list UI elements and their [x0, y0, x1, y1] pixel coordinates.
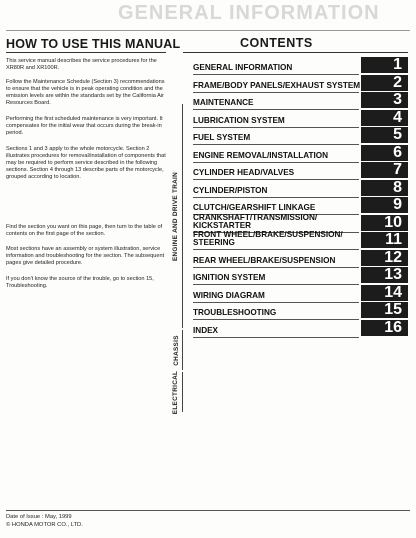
- toc-item-label: ENGINE REMOVAL/INSTALLATION: [193, 151, 329, 160]
- section-number-tab[interactable]: 14: [361, 285, 408, 301]
- maintenance-paragraph: Follow the Maintenance Schedule (Section 3) recommendations to ensure that the vehicle is in peak operating condition and the emission levels are within the standards set by the California Air Resources Board.: [6, 79, 165, 107]
- contents-title-divider: [183, 52, 408, 53]
- toc-item-label: FRONT WHEEL/BRAKE/SUSPENSION/ STEERING: [193, 230, 343, 247]
- toc-item-label: WIRING DIAGRAM: [193, 291, 265, 300]
- section-number-tab[interactable]: 1: [361, 57, 408, 73]
- faded-header-title: GENERAL INFORMATION: [118, 2, 380, 24]
- toc-item-label: GENERAL INFORMATION: [193, 63, 293, 72]
- chassis-group-label-box: [170, 330, 182, 370]
- chassis-group-label: CHASSIS: [172, 334, 180, 366]
- section-number-tab[interactable]: 5: [361, 127, 408, 143]
- section-number-tab[interactable]: 2: [361, 75, 408, 91]
- section-number-tab[interactable]: 6: [361, 145, 408, 161]
- toc-row[interactable]: [193, 57, 408, 75]
- toc-item-label: REAR WHEEL/BRAKE/SUSPENSION: [193, 256, 336, 265]
- toc-row[interactable]: [193, 267, 408, 285]
- electrical-group-label-box: [170, 372, 182, 412]
- toc-item-label: FRAME/BODY PANELS/EXHAUST SYSTEM: [193, 81, 361, 90]
- section-number-tab[interactable]: 10: [361, 215, 408, 231]
- toc-row[interactable]: [193, 302, 408, 320]
- copyright: © HONDA MOTOR CO., LTD.: [6, 522, 83, 528]
- toc-row[interactable]: [193, 92, 408, 110]
- engine-group-label-box: [170, 104, 182, 328]
- toc-item-label: FUEL SYSTEM: [193, 133, 251, 142]
- engine-group-label: ENGINE AND DRIVE TRAIN: [172, 171, 180, 261]
- section-number-tab[interactable]: 4: [361, 110, 408, 126]
- contents-title: CONTENTS: [240, 36, 313, 50]
- section-number-tab[interactable]: 7: [361, 162, 408, 178]
- section-number-tab[interactable]: 12: [361, 250, 408, 266]
- illustration-paragraph: Most sections have an assembly or system illustration, service information and troubleshooting for the section. The subsequent pages give detailed procedure.: [6, 246, 165, 267]
- toc-row[interactable]: [193, 75, 408, 93]
- toc-row[interactable]: [193, 320, 408, 338]
- left-title-divider: [6, 52, 166, 53]
- toc-item-label: TROUBLESHOOTING: [193, 308, 277, 317]
- toc-row[interactable]: [193, 232, 408, 250]
- toc-row[interactable]: [193, 127, 408, 145]
- intro-paragraph: This service manual describes the service procedures for the XR80R and XR100R.: [6, 58, 157, 72]
- toc-row[interactable]: [193, 110, 408, 128]
- troubleshooting-paragraph: If you don't know the source of the trouble, go to section 15, Troubleshooting.: [6, 276, 154, 290]
- engine-group-bracket: [182, 104, 183, 328]
- chassis-group-bracket: [182, 330, 183, 370]
- section-number-tab[interactable]: 9: [361, 197, 408, 213]
- toc-item-label: IGNITION SYSTEM: [193, 273, 266, 282]
- break-in-paragraph: Performing the first scheduled maintenance is very important. It compensates for the initial wear that occurs during the break-in period.: [6, 116, 163, 137]
- electrical-group-bracket: [182, 372, 183, 412]
- toc-item-label: INDEX: [193, 326, 219, 335]
- toc-item-label: CLUTCH/GEARSHIFT LINKAGE: [193, 203, 316, 212]
- toc-row[interactable]: [193, 180, 408, 198]
- electrical-group-label: ELECTRICAL: [172, 370, 180, 414]
- toc-item-label: CYLINDER/PISTON: [193, 186, 268, 195]
- section-number-tab[interactable]: 15: [361, 302, 408, 318]
- toc-row[interactable]: [193, 145, 408, 163]
- toc-item-label: CRANKSHAFT/TRANSMISSION/ KICKSTARTER: [193, 213, 318, 230]
- toc-row[interactable]: [193, 285, 408, 303]
- section-number-tab[interactable]: 8: [361, 180, 408, 196]
- section-number-tab[interactable]: 3: [361, 92, 408, 108]
- sections-paragraph: Sections 1 and 3 apply to the whole motorcycle. Section 2 illustrates procedures for removal/installation of components that may be required to perform service described in the following sections. Section 4 through 13 describe parts of the motorcycle, grouped according to location.: [6, 146, 166, 181]
- toc-row-underline: [193, 337, 359, 338]
- section-number-tab[interactable]: 13: [361, 267, 408, 283]
- toc-row[interactable]: [193, 250, 408, 268]
- toc-item-label: LUBRICATION SYSTEM: [193, 116, 285, 125]
- date-of-issue: Date of Issue : May, 1999: [6, 514, 72, 520]
- footer-divider: [6, 510, 410, 511]
- toc-item-label: MAINTENANCE: [193, 98, 254, 107]
- top-divider: [6, 30, 410, 31]
- toc-row[interactable]: [193, 162, 408, 180]
- toc-item-label: CYLINDER HEAD/VALVES: [193, 168, 295, 177]
- find-section-paragraph: Find the section you want on this page, then turn to the table of contents on the first page of the section.: [6, 224, 163, 238]
- section-number-tab[interactable]: 16: [361, 320, 408, 336]
- section-number-tab[interactable]: 11: [361, 232, 408, 248]
- how-to-use-title: HOW TO USE THIS MANUAL: [6, 37, 181, 51]
